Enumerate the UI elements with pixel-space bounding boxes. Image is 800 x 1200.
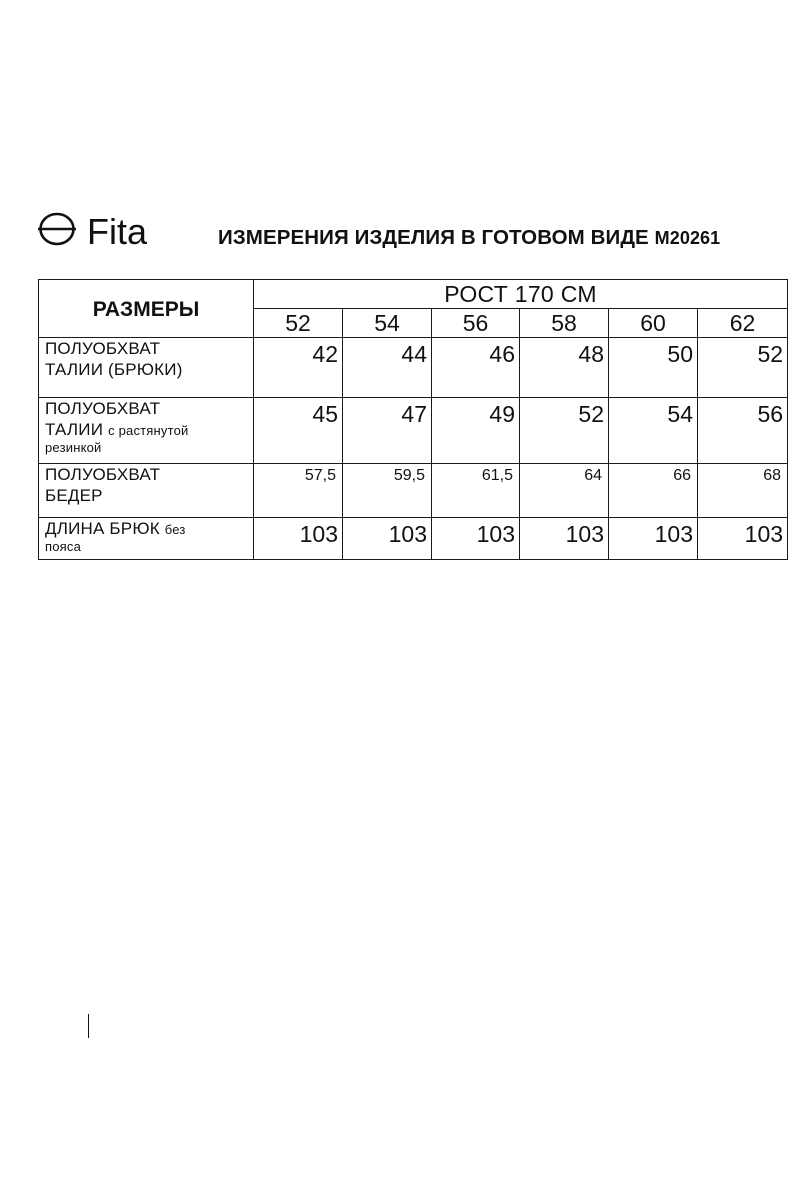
table-cell: 54 bbox=[609, 398, 698, 464]
table-cell: 103 bbox=[609, 518, 698, 560]
table-cell: 103 bbox=[343, 518, 432, 560]
title-text: ИЗМЕРЕНИЯ ИЗДЕЛИЯ В ГОТОВОМ ВИДЕ bbox=[218, 226, 649, 249]
measurements-table bbox=[38, 279, 788, 560]
height-header: РОСТ 170 СМ bbox=[254, 280, 788, 309]
table-row bbox=[39, 338, 788, 398]
table-header-row bbox=[39, 280, 788, 309]
table-cell: 103 bbox=[698, 518, 788, 560]
table-cell: 56 bbox=[698, 398, 788, 464]
document-title bbox=[218, 226, 720, 250]
size-column-header: 52 bbox=[254, 309, 343, 338]
table-cell: 57,5 bbox=[254, 464, 343, 518]
table-cell: 44 bbox=[343, 338, 432, 398]
table-cell: 52 bbox=[520, 398, 609, 464]
brand-logo bbox=[38, 205, 178, 255]
table-row bbox=[39, 398, 788, 464]
table-cell: 61,5 bbox=[432, 464, 520, 518]
table-cell: 45 bbox=[254, 398, 343, 464]
size-column-header: 56 bbox=[432, 309, 520, 338]
row-label: ПОЛУОБХВАТ ТАЛИИ (БРЮКИ) bbox=[39, 338, 254, 398]
row-label: ПОЛУОБХВАТ ТАЛИИ с растянутой резинкой bbox=[39, 398, 254, 464]
row-label: ПОЛУОБХВАТ БЕДЕР bbox=[39, 464, 254, 518]
table-cell: 66 bbox=[609, 464, 698, 518]
table-cell: 64 bbox=[520, 464, 609, 518]
size-column-header: 58 bbox=[520, 309, 609, 338]
table-cell: 50 bbox=[609, 338, 698, 398]
table-cell: 103 bbox=[254, 518, 343, 560]
text-cursor-mark bbox=[88, 1014, 89, 1038]
table-cell: 52 bbox=[698, 338, 788, 398]
size-column-header: 60 bbox=[609, 309, 698, 338]
table-cell: 46 bbox=[432, 338, 520, 398]
sizes-header: РАЗМЕРЫ bbox=[39, 280, 254, 338]
table-cell: 49 bbox=[432, 398, 520, 464]
table-cell: 68 bbox=[698, 464, 788, 518]
size-column-header: 54 bbox=[343, 309, 432, 338]
logo-wordmark: Fita bbox=[87, 211, 148, 252]
table-cell: 103 bbox=[520, 518, 609, 560]
fita-logo-icon bbox=[38, 205, 178, 255]
row-label: ДЛИНА БРЮК без пояса bbox=[39, 518, 254, 560]
table-row bbox=[39, 464, 788, 518]
table-row bbox=[39, 518, 788, 560]
table-cell: 59,5 bbox=[343, 464, 432, 518]
model-code: M20261 bbox=[654, 228, 721, 248]
table-cell: 47 bbox=[343, 398, 432, 464]
table-cell: 103 bbox=[432, 518, 520, 560]
size-column-header: 62 bbox=[698, 309, 788, 338]
table-cell: 42 bbox=[254, 338, 343, 398]
table-cell: 48 bbox=[520, 338, 609, 398]
